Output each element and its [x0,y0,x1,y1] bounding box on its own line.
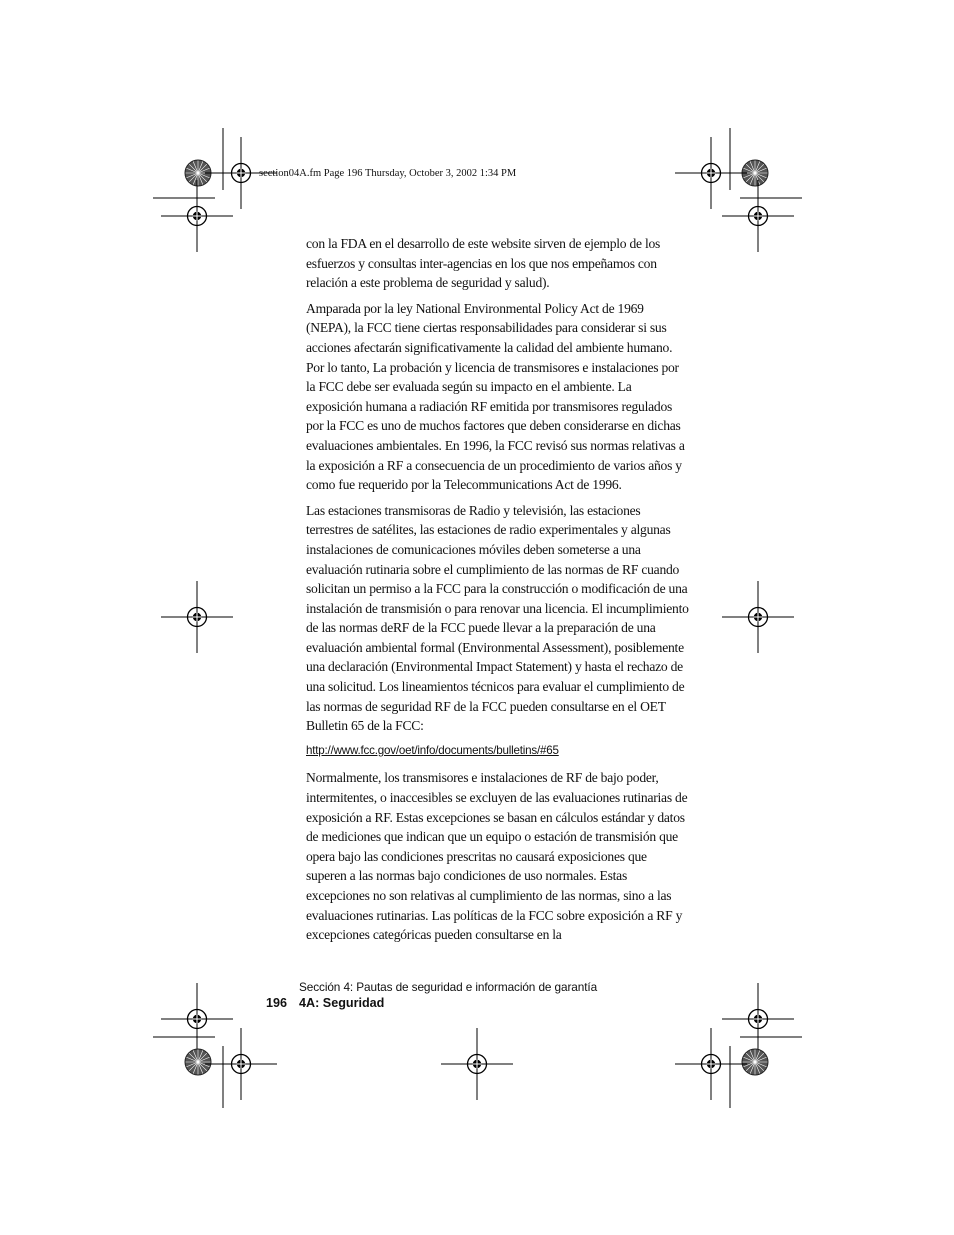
url-paragraph [306,740,690,761]
fcc-bulletin-link[interactable]: http://www.fcc.gov/oet/info/documents/bulletins/#65 [306,743,559,757]
registration-mark [205,1028,277,1100]
color-bar-mark [185,1049,211,1075]
body-text [306,234,690,951]
paragraph: con la FDA en el desarrollo de este website sirven de ejemplo de los esfuerzos y consultas inter-agencias en los que nos empeñamos con relación a este problema de seguridad y salud). [306,236,661,291]
footer-chapter-title: 4A: Seguridad [299,996,385,1010]
registration-mark [161,581,233,653]
page-number: 196 [266,996,288,1010]
registration-mark [722,983,794,1055]
registration-mark [722,581,794,653]
registration-mark [161,983,233,1055]
registration-mark [441,1028,513,1100]
registration-mark [675,137,747,209]
paragraph: Las estaciones transmisoras de Radio y televisión, las estaciones terrestres de satélites, las estaciones de radio experimentales y algunas instalaciones de comunicaciones móviles deben someterse a una evaluación rutinaria sobre el cumplimiento de las normas de RF cuando solicitan un permiso a la FCC para la construcción o modificación de una instalación de transmisión o para renovar una licencia. El incumplimiento de las normas deRF de la FCC puede llevar a la preparación de una evaluación ambiental formal (Environmental Assessment), posiblemente una declaración (Environmental Impact Statement) y hasta el rechazo de una solicitud. Los lineamientos técnicos para evaluar el cumplimiento de las normas de seguridad RF de la FCC pueden consultarse en el OET Bulletin 65 de la FCC: [306,502,689,734]
paragraph: Amparada por la ley National Environmental Policy Act de 1969 (NEPA), la FCC tiene ciertas responsabilidades para considerar si sus acciones afectarán significativamente la calidad del ambiente humano. Por lo tanto, La probación y licencia de transmisores e instalaciones por la FCC debe ser evaluada según su impacto en el ambiente. La exposición humana a radiación RF emitida por transmisores regulados por la FCC es uno de muchos factores que deben considerarse en dichas evaluaciones ambientales. En 1996, la FCC revisó sus normas relativas a la exposición a RF a consecuencia de un procedimiento de varios años y como fue requerido por la Telecommunications Act de 1996. [306,300,685,493]
color-bar-mark [742,1049,768,1075]
registration-mark [675,1028,747,1100]
registration-mark [722,180,794,252]
footer-section-title: Sección 4: Pautas de seguridad e información de garantía [299,980,598,994]
file-slug: section04A.fm Page 196 Thursday, October 3, 2002 1:34 PM [259,168,517,179]
paragraph: Normalmente, los transmisores e instalaciones de RF de bajo poder, intermitentes, o inaccesibles se excluyen de las evaluaciones rutinarias de exposición a RF. Estas excepciones se basan en cálculos estándar y datos de mediciones que indican que un equipo o estación de transmisión que opera bajo las condiciones prescritas no causará exposiciones que superen a las normas bajo condiciones de uso normales. Estas excepciones no son relativas al cumplimiento de las normas, sino a las evaluaciones rutinarias. Las políticas de la FCC sobre exposición a RF y excepciones categóricas pueden consultarse en la [306,770,688,943]
registration-mark [161,180,233,252]
